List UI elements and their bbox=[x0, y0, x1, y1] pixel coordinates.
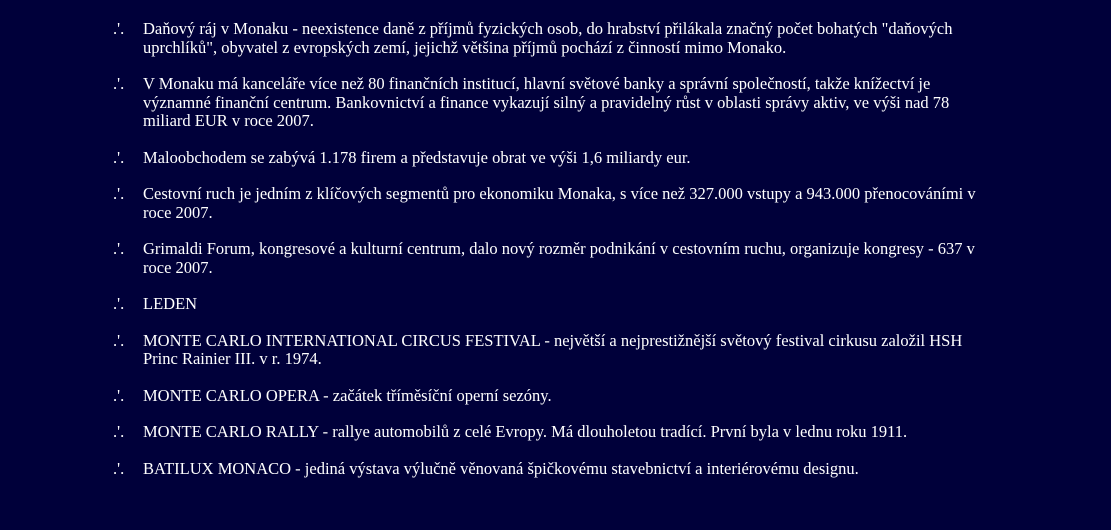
list-item-text: BATILUX MONACO - jediná výstava výlučně věnovaná špičkovému stavebnictví a interiérovému designu. bbox=[143, 458, 859, 478]
list-item-text: V Monaku má kanceláře více než 80 finančních institucí, hlavní světové banky a správní společností, takže knížectví je významné finanční centrum. Bankovnictví a finance vykazují silný a pravidelný růst v oblasti správy aktiv, ve výši nad 78 miliard EUR v roce 2007. bbox=[143, 74, 950, 130]
list-item-text: Maloobchodem se zabývá 1.178 firem a představuje obrat ve výši 1,6 miliardy eur. bbox=[143, 147, 691, 167]
bullet-marker: .'. bbox=[113, 385, 125, 405]
list-item bbox=[0, 149, 1111, 168]
list-item bbox=[0, 20, 1111, 57]
list-item-text: Daňový ráj v Monaku - neexistence daně z příjmů fyzických osob, do hrabství přilákala značný počet bohatých "daňových uprchlíků", obyvatel z evropských zemí, jejichž většina příjmů pochází z činností mimo Monako. bbox=[143, 19, 953, 57]
list-item-text: MONTE CARLO RALLY - rallye automobilů z celé Evropy. Má dlouholetou tradící. První byla v lednu roku 1911. bbox=[143, 422, 908, 441]
bullet-marker: .'. bbox=[113, 330, 125, 350]
list-item bbox=[0, 295, 1111, 314]
bullet-marker: .'. bbox=[113, 19, 125, 38]
section-heading: LEDEN bbox=[143, 294, 198, 313]
list-item-text: MONTE CARLO OPERA - začátek tříměsíční operní sezóny. bbox=[143, 385, 552, 405]
list-item-text: Cestovní ruch je jedním z klíčových segmentů pro ekonomiku Monaka, s více než 327.000 vstupy a 943.000 přenocováními v roce 2007. bbox=[143, 184, 976, 222]
list-item bbox=[0, 185, 1111, 222]
list-item bbox=[0, 332, 1111, 369]
list-item bbox=[0, 75, 1111, 131]
list-item bbox=[0, 460, 1111, 479]
bullet-marker: .'. bbox=[113, 74, 125, 93]
bullet-marker: .'. bbox=[113, 184, 125, 203]
list-item-text: MONTE CARLO INTERNATIONAL CIRCUS FESTIVAL - největší a nejprestižnější světový festival cirkusu založil HSH Princ Rainier III. v r. 1974. bbox=[143, 330, 963, 368]
bullet-marker: .'. bbox=[113, 239, 125, 258]
bullet-marker: .'. bbox=[113, 147, 125, 167]
bullet-marker: .'. bbox=[113, 422, 125, 441]
bullet-marker: .'. bbox=[113, 294, 125, 313]
bullet-marker: .'. bbox=[113, 458, 125, 478]
list-item-text: Grimaldi Forum, kongresové a kulturní centrum, dalo nový rozměr podnikání v cestovním ruchu, organizuje kongresy - 637 v roce 2007. bbox=[143, 239, 975, 277]
list-item bbox=[0, 240, 1111, 277]
list-item bbox=[0, 387, 1111, 406]
list-item bbox=[0, 423, 1111, 442]
